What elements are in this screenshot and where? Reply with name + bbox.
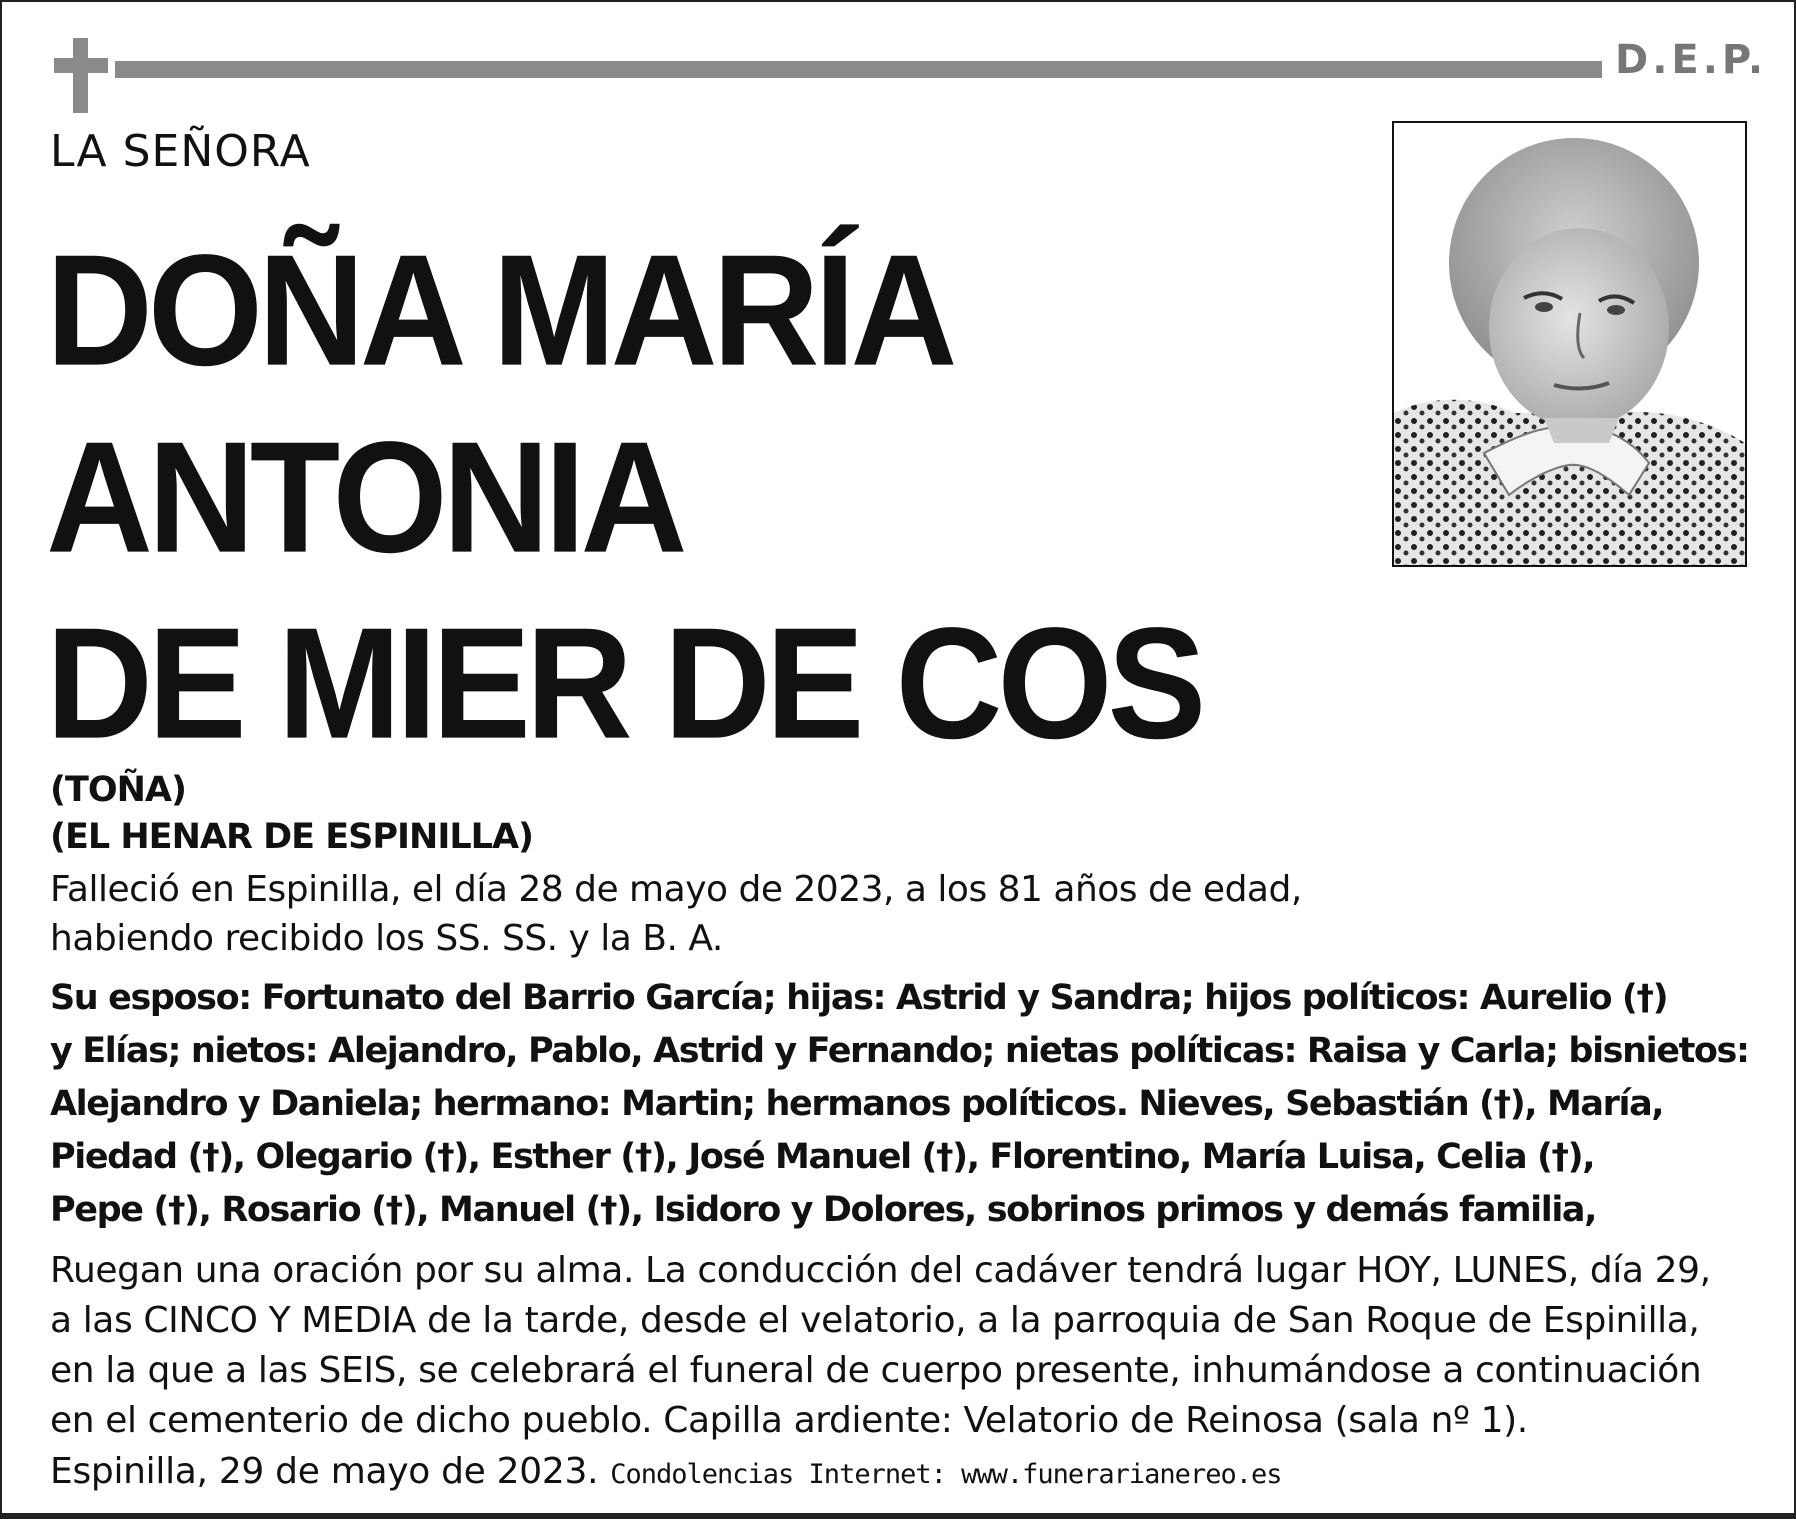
family-line: Su esposo: Fortunato del Barrio García; hijas: Astrid y Sandra; hijos políticos: Aurelio (†) xyxy=(50,978,1668,1018)
portrait-icon xyxy=(1394,123,1745,565)
death-notice-line: Falleció en Espinilla, el día 28 de mayo de 2023, a los 81 años de edad, xyxy=(50,869,1302,910)
deceased-name-line-1: DOÑA MARÍA xyxy=(46,222,953,399)
service-line: Ruegan una oración por su alma. La conducción del cadáver tendrá lugar HOY, LUNES, día 29, xyxy=(50,1250,1711,1291)
service-line: en la que a las SEIS, se celebrará el funeral de cuerpo presente, inhumándose a continuación xyxy=(50,1350,1702,1391)
deceased-name-line-2: ANTONIA xyxy=(46,409,683,586)
place-date: Espinilla, 29 de mayo de 2023. xyxy=(50,1451,599,1492)
hometown-label: (EL HENAR DE ESPINILLA) xyxy=(50,817,534,857)
family-line: y Elías; nietos: Alejandro, Pablo, Astrid y Fernando; nietas políticas: Raisa y Carla; bisnietos: xyxy=(50,1031,1749,1071)
service-line: en el cementerio de dicho pueblo. Capilla ardiente: Velatorio de Reinosa (sala nº 1). xyxy=(50,1400,1528,1441)
nickname: (TOÑA) xyxy=(50,770,186,810)
service-details xyxy=(50,1246,1711,1446)
family-list xyxy=(50,972,1749,1237)
portrait-photo xyxy=(1392,121,1747,567)
service-line: a las CINCO Y MEDIA de la tarde, desde el velatorio, a la parroquia de San Roque de Espinilla, xyxy=(50,1300,1700,1341)
cross-icon xyxy=(73,38,88,113)
header-rule xyxy=(115,61,1602,78)
cross-icon-arm xyxy=(54,58,108,73)
condolences-link[interactable]: Condolencias Internet: www.funerarianereo.es xyxy=(610,1459,1282,1490)
death-notice-line: habiendo recibido los SS. SS. y la B. A. xyxy=(50,918,723,959)
family-line: Alejandro y Daniela; hermano: Martin; hermanos políticos. Nieves, Sebastián (†), María, xyxy=(50,1084,1664,1124)
family-line: Piedad (†), Olegario (†), Esther (†), José Manuel (†), Florentino, María Luisa, Celia (†), xyxy=(50,1137,1595,1177)
closing-line xyxy=(50,1451,1282,1492)
pre-title: LA SEÑORA xyxy=(50,126,311,177)
deceased-name-line-3: DE MIER DE COS xyxy=(46,595,1202,772)
death-notice xyxy=(50,865,1302,963)
family-line: Pepe (†), Rosario (†), Manuel (†), Isidoro y Dolores, sobrinos primos y demás familia, xyxy=(50,1190,1597,1230)
dep-label: D.E.P. xyxy=(1615,37,1768,83)
